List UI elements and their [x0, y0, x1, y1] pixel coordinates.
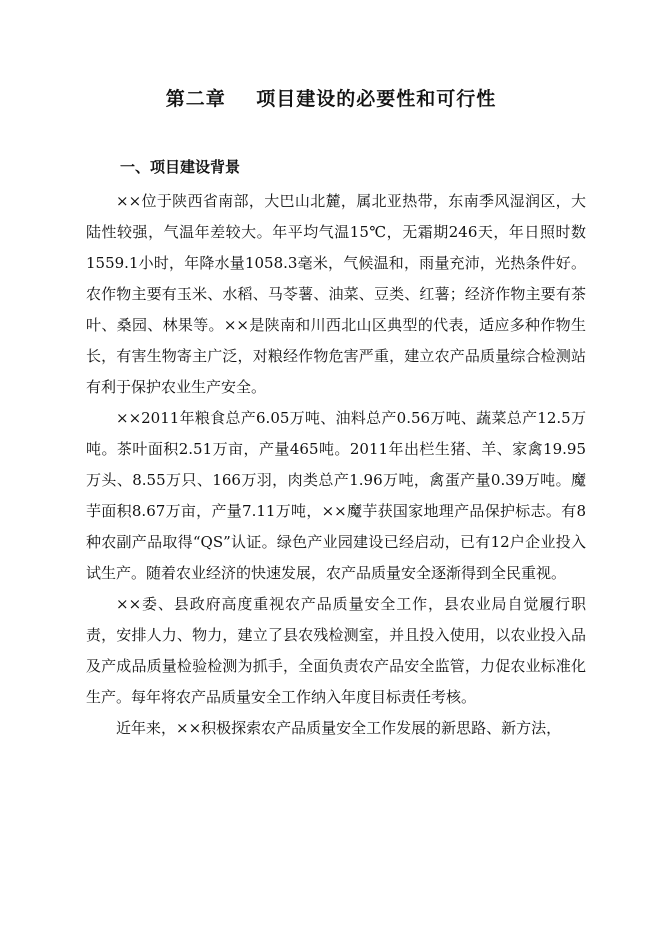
section-heading: 一、项目建设背景	[120, 158, 241, 176]
chapter-title: 第二章 项目建设的必要性和可行性	[165, 88, 497, 110]
paragraph-government: ××委、县政府高度重视农产品质量安全工作，县农业局自觉履行职责，安排人力、物力，建立了县农残检测室，并且投入使用，以农业投入品及产成品质量检验检测为抓手，全面负责农产品安全监管，力促农业标准化生产。每年将农产品质量安全工作纳入年度目标责任考核。	[86, 595, 586, 706]
paragraph-production: ××2011年粮食总产6.05万吨、油料总产0.56万吨、蔬菜总产12.5万吨。茶叶面积2.51万亩，产量465吨。2011年出栏生猪、羊、家禽19.95万头、8.55万只、166万羽，肉类总产1.96万吨，禽蛋产量0.39万吨。魔芋面积8.67万亩，产量7.11万吨，××魔芋获国家地理产品保护标志。有8种农副产品取得“QS”认证。绿色产业园建设已经启动，已有12户企业投入试生产。随着农业经济的快速发展，农产品质量安全逐渐得到全民重视。	[86, 409, 586, 582]
paragraph-recent: 近年来，××积极探索农产品质量安全工作发展的新思路、新方法，	[116, 719, 562, 737]
body-text	[86, 186, 586, 744]
paragraph-climate: ××位于陕西省南部，大巴山北麓，属北亚热带，东南季风湿润区，大陆性较强，气温年差较大。年平均气温15℃，无霜期246天，年日照时数1559.1小时，年降水量1058.3毫米，气候温和，雨量充沛，光热条件好。农作物主要有玉米、水稻、马苓薯、油菜、豆类、红薯；经济作物主要有茶叶、桑园、林果等。××是陕南和川西北山区典型的代表，适应多种作物生长，有害生物寄主广泛，对粮经作物危害严重，建立农产品质量综合检测站有利于保护农业生产安全。	[86, 192, 586, 396]
